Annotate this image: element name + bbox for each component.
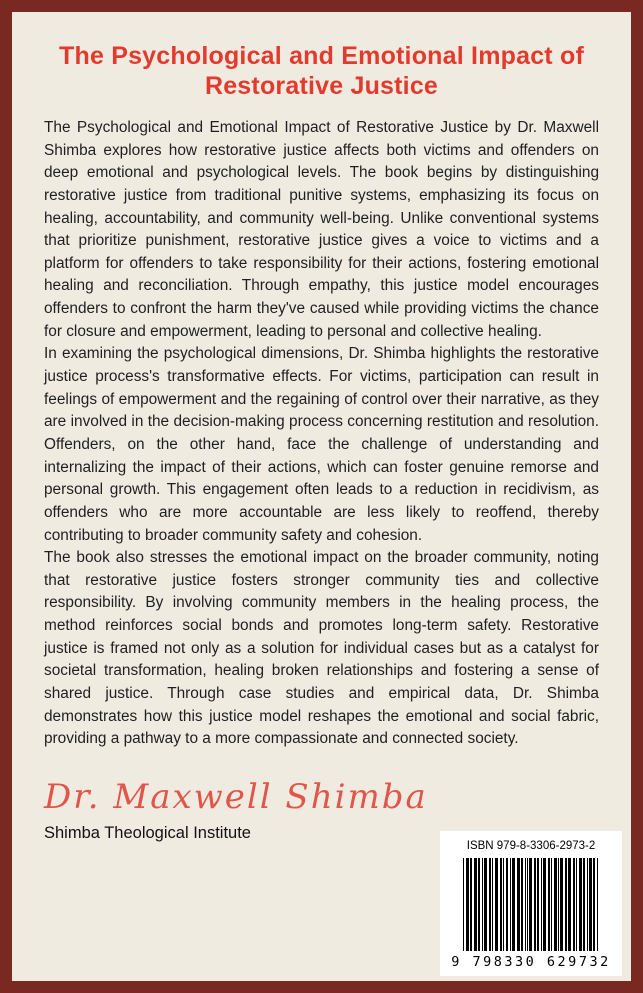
synopsis-paragraph: In examining the psychological dimensions, Dr. Shimba highlights the restorative justice process's transformative effects. For victims, participation can result in feelings of empowerment and the regaining of control over their narrative, as they are involved in the decision-making process concerning restitution and resolution. Offenders, on the other hand, face the challenge of understanding and internalizing the impact of their actions, which can foster genuine remorse and personal growth. This engagement often leads to a reduction in recidivism, as offenders who are more accountable are less likely to reoffend, thereby contributing to broader community safety and cohesion. xyxy=(44,345,599,544)
barcode xyxy=(448,858,614,951)
book-synopsis xyxy=(44,117,599,751)
isbn-label: ISBN 979-8-3306-2973-2 xyxy=(466,840,596,852)
synopsis-paragraph: The book also stresses the emotional impact on the broader community, noting that restorative justice fosters stronger community ties and collective responsibility. By involving community members in the healing process, the method reinforces social bonds and promotes long-term safety. Restorative justice is framed not only as a solution for individual cases but as a catalyst for societal transformation, healing broken relationships and fostering a sense of shared justice. Through case studies and empirical data, Dr. Shimba demonstrates how this justice model reshapes the emotional and social fabric, providing a pathway to a more compassionate and connected society. xyxy=(44,549,599,748)
cover-inner-panel xyxy=(12,12,631,981)
synopsis-paragraph: The Psychological and Emotional Impact of Restorative Justice by Dr. Maxwell Shimba explores how restorative justice affects both victims and offenders on deep emotional and psychological levels. The book begins by distinguishing restorative justice from traditional punitive systems, emphasizing its focus on healing, accountability, and community well-being. Unlike conventional systems that prioritize punishment, restorative justice gives a voice to victims and a platform for offenders to take responsibility for their actions, fostering emotional healing and reconciliation. Through empathy, this justice model encourages offenders to confront the harm they've caused while providing victims the chance for closure and empowerment, leading to personal and collective healing. xyxy=(44,119,599,340)
barcode-number: 9 798330 629732 xyxy=(451,954,611,970)
author-signature: Dr. Maxwell Shimba xyxy=(44,776,428,817)
page-title: The Psychological and Emotional Impact of Restorative Justice xyxy=(59,42,584,100)
author-affiliation: Shimba Theological Institute xyxy=(44,824,251,843)
isbn-barcode-box xyxy=(440,831,622,976)
